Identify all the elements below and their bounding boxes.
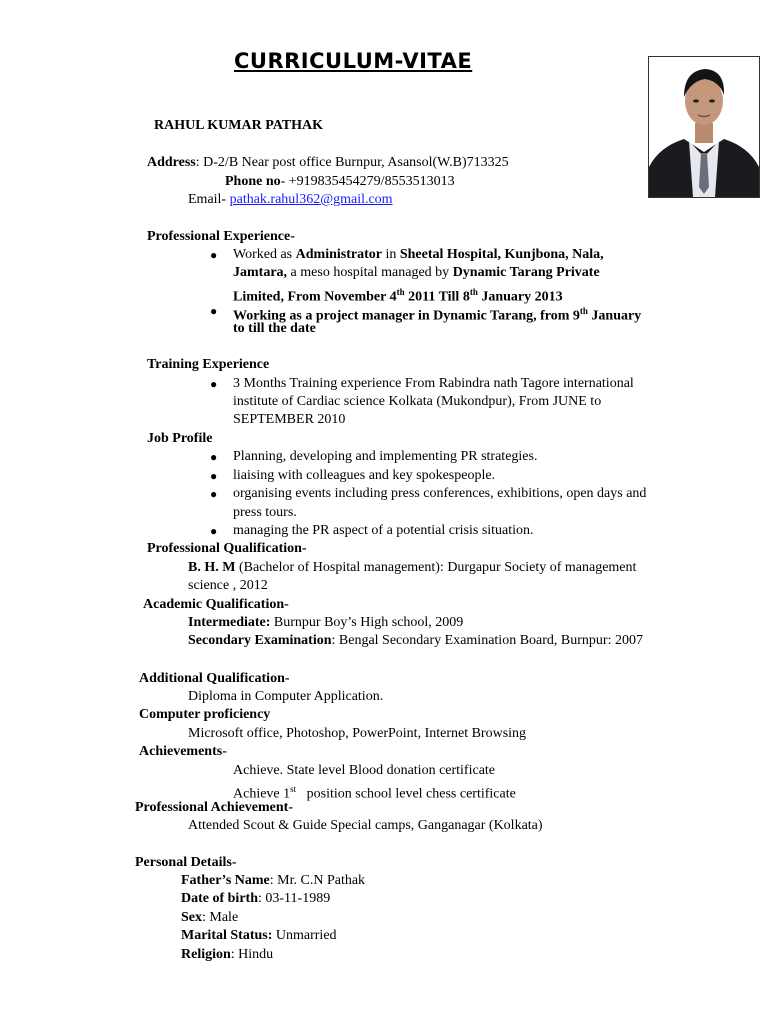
text: in bbox=[381, 247, 400, 262]
section-heading-professional-experience: Professional Experience- bbox=[147, 229, 295, 244]
superscript: th bbox=[396, 287, 405, 297]
superscript: th bbox=[579, 306, 588, 316]
personal-marital bbox=[181, 927, 337, 945]
degree-text: (Bachelor of Hospital management): Durgapur Society of management bbox=[235, 560, 637, 575]
bullet-icon: ● bbox=[210, 524, 218, 538]
academic-secondary bbox=[188, 632, 643, 650]
section-heading-professional-achievement: Professional Achievement- bbox=[135, 800, 293, 815]
experience-item-2-line-2: to till the date bbox=[233, 321, 316, 336]
value: : Male bbox=[202, 910, 239, 925]
computer-value: Microsoft office, Photoshop, PowerPoint, Internet Browsing bbox=[188, 726, 527, 741]
email-label: Email- bbox=[188, 192, 227, 207]
label: Father’s Name bbox=[181, 873, 270, 888]
label: Marital Status: bbox=[181, 928, 273, 943]
document-title: CURRICULUM-VITAE bbox=[234, 49, 473, 73]
text: Dynamic Tarang Private bbox=[452, 265, 600, 280]
text: January 2013 bbox=[477, 289, 563, 305]
training-line-1: 3 Months Training experience From Rabindra nath Tagore international bbox=[233, 376, 634, 391]
training-line-3: SEPTEMBER 2010 bbox=[233, 412, 346, 427]
job-profile-item: liaising with colleagues and key spokespeople. bbox=[233, 468, 496, 483]
label: Date of birth bbox=[181, 891, 258, 906]
text: Achieve 1 bbox=[233, 786, 291, 802]
text: Worked as bbox=[233, 247, 296, 262]
degree-label: B. H. M bbox=[188, 560, 236, 575]
bullet-icon: ● bbox=[210, 469, 218, 483]
academic-intermediate bbox=[188, 614, 463, 632]
bullet-icon: ● bbox=[210, 304, 218, 318]
label: Secondary Examination bbox=[188, 633, 332, 648]
phone-line bbox=[225, 173, 455, 191]
text: Working as a project manager in Dynamic Tarang, from 9 bbox=[233, 308, 580, 324]
superscript: th bbox=[469, 287, 478, 297]
value: : 03-11-1989 bbox=[258, 891, 331, 906]
personal-dob bbox=[181, 890, 330, 908]
text: position school level chess certificate bbox=[296, 786, 516, 802]
job-profile-item: Planning, developing and implementing PR strategies. bbox=[233, 449, 538, 464]
personal-religion bbox=[181, 946, 273, 964]
section-heading-job-profile: Job Profile bbox=[147, 431, 213, 446]
email-link[interactable]: pathak.rahul362@gmail.com bbox=[229, 192, 393, 207]
address-line bbox=[147, 154, 509, 172]
achievement-line-1: Achieve. State level Blood donation certificate bbox=[233, 763, 496, 778]
additional-value: Diploma in Computer Application. bbox=[188, 689, 384, 704]
email-line bbox=[188, 191, 393, 209]
section-heading-additional: Additional Qualification- bbox=[139, 671, 290, 686]
address-value: : D-2/B Near post office Burnpur, Asansol(W.B)713325 bbox=[195, 155, 509, 170]
qualification-line-2: science , 2012 bbox=[188, 578, 268, 593]
value: : Mr. C.N Pathak bbox=[269, 873, 366, 888]
training-line-2: institute of Cardiac science Kolkata (Mukondpur), From JUNE to bbox=[233, 394, 602, 409]
experience-item-1-line-2 bbox=[233, 264, 600, 282]
job-profile-item: managing the PR aspect of a potential crisis situation. bbox=[233, 523, 534, 538]
label: Sex bbox=[181, 910, 202, 925]
label: Intermediate: bbox=[188, 615, 271, 630]
section-heading-achievements: Achievements- bbox=[139, 744, 227, 759]
candidate-name: RAHUL KUMAR PATHAK bbox=[154, 118, 324, 133]
text: Sheetal Hospital, Kunjbona, Nala, bbox=[399, 247, 604, 262]
section-heading-professional-qualification: Professional Qualification- bbox=[147, 541, 307, 556]
section-heading-academic: Academic Qualification- bbox=[143, 597, 289, 612]
address-label: Address bbox=[147, 155, 196, 170]
text: a meso hospital managed by bbox=[287, 265, 453, 280]
profile-photo bbox=[648, 56, 760, 198]
value: Unmarried bbox=[272, 928, 337, 943]
value: : Hindu bbox=[230, 947, 274, 962]
superscript: st bbox=[290, 784, 297, 794]
professional-achievement-value: Attended Scout & Guide Special camps, Ganganagar (Kolkata) bbox=[188, 818, 543, 833]
text: January bbox=[587, 308, 642, 324]
bullet-icon: ● bbox=[210, 487, 218, 501]
text: Jamtara, bbox=[233, 265, 288, 280]
text: 2011 Till 8 bbox=[404, 289, 470, 305]
qualification-line-1 bbox=[188, 559, 636, 577]
section-heading-computer: Computer proficiency bbox=[139, 707, 271, 722]
text: Limited, From November 4 bbox=[233, 289, 397, 305]
phone-value: - +919835454279/8553513013 bbox=[280, 174, 455, 189]
section-heading-personal: Personal Details- bbox=[135, 855, 237, 870]
personal-father bbox=[181, 872, 365, 890]
bullet-icon: ● bbox=[210, 377, 218, 391]
experience-item-1-line-1 bbox=[233, 246, 604, 264]
value: Burnpur Boy’s High school, 2009 bbox=[270, 615, 464, 630]
job-profile-item-continued: press tours. bbox=[233, 505, 297, 520]
value: : Bengal Secondary Examination Board, Burnpur: 2007 bbox=[331, 633, 643, 648]
bullet-icon: ● bbox=[210, 450, 218, 464]
section-heading-training: Training Experience bbox=[147, 357, 270, 372]
text: Administrator bbox=[295, 247, 382, 262]
personal-sex bbox=[181, 909, 238, 927]
bullet-icon: ● bbox=[210, 248, 218, 262]
label: Religion bbox=[181, 947, 231, 962]
phone-label: Phone no bbox=[225, 174, 281, 189]
job-profile-item: organising events including press conferences, exhibitions, open days and bbox=[233, 486, 647, 501]
